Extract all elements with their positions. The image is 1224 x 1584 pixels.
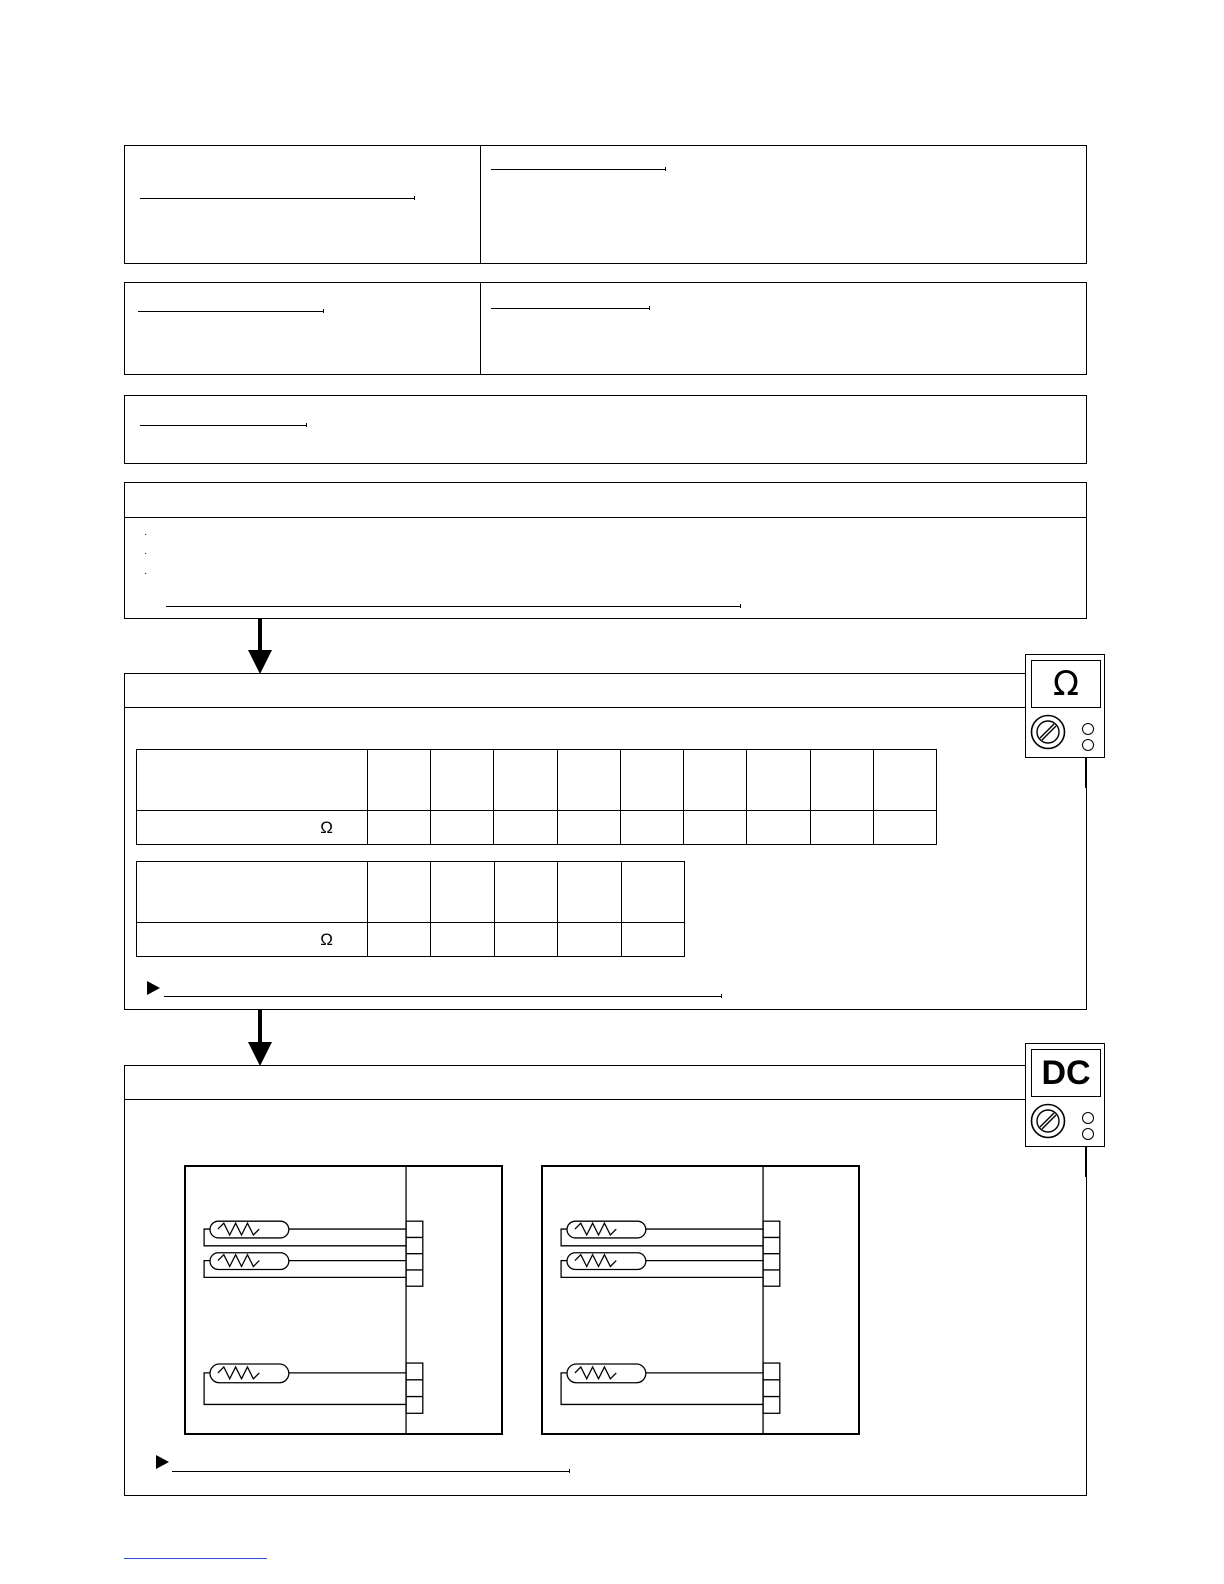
meter-port-icon — [1082, 739, 1094, 751]
redacted-text-line — [166, 604, 740, 607]
info-box-2 — [124, 282, 1087, 375]
ohm-unit-label: Ω — [137, 811, 368, 845]
meter-port-icon — [1082, 723, 1094, 735]
precheck-box — [124, 482, 1087, 619]
bullet: · — [144, 529, 148, 540]
meter-display — [1031, 1049, 1101, 1097]
ohmmeter-icon — [1025, 654, 1105, 758]
section-header-divider — [125, 707, 1086, 708]
resistance-table-2 — [136, 861, 685, 957]
flow-arrow-shaft — [258, 1010, 262, 1043]
flow-arrow-icon — [248, 650, 272, 674]
meter-lead — [1085, 758, 1086, 788]
thermistor-schematic-2 — [541, 1165, 860, 1435]
redacted-text-line — [140, 423, 306, 426]
dc-voltmeter-icon — [1025, 1043, 1105, 1147]
redacted-text-line — [164, 994, 721, 997]
meter-port-icon — [1082, 1128, 1094, 1140]
flow-arrow-icon — [248, 1042, 272, 1066]
ohm-symbol: Ω — [1053, 664, 1079, 704]
divider — [480, 146, 481, 263]
redacted-text-line — [172, 1469, 569, 1472]
bullet: · — [144, 548, 148, 559]
section-header-divider — [125, 1099, 1086, 1100]
thermistor-schematic-1 — [184, 1165, 503, 1435]
pointer-triangle-icon — [147, 981, 160, 995]
ohm-unit-label: Ω — [137, 923, 368, 957]
divider — [480, 283, 481, 374]
header-info-box — [124, 145, 1087, 264]
dc-label: DC — [1041, 1053, 1091, 1092]
info-box-3 — [124, 395, 1087, 464]
bullet: · — [144, 568, 148, 579]
footer-link[interactable] — [124, 1558, 267, 1559]
pointer-triangle-icon — [156, 1455, 169, 1469]
flow-arrow-shaft — [258, 619, 262, 651]
meter-dial-icon — [1030, 1103, 1066, 1139]
redacted-text-line — [491, 167, 665, 170]
meter-lead — [1085, 1147, 1086, 1177]
meter-display — [1031, 660, 1101, 708]
redacted-text-line — [491, 306, 649, 309]
redacted-text-line — [138, 309, 323, 312]
meter-port-icon — [1082, 1112, 1094, 1124]
section-header-divider — [125, 517, 1086, 518]
meter-dial-icon — [1030, 714, 1066, 750]
redacted-text-line — [140, 196, 414, 199]
resistance-table-1 — [136, 749, 937, 845]
